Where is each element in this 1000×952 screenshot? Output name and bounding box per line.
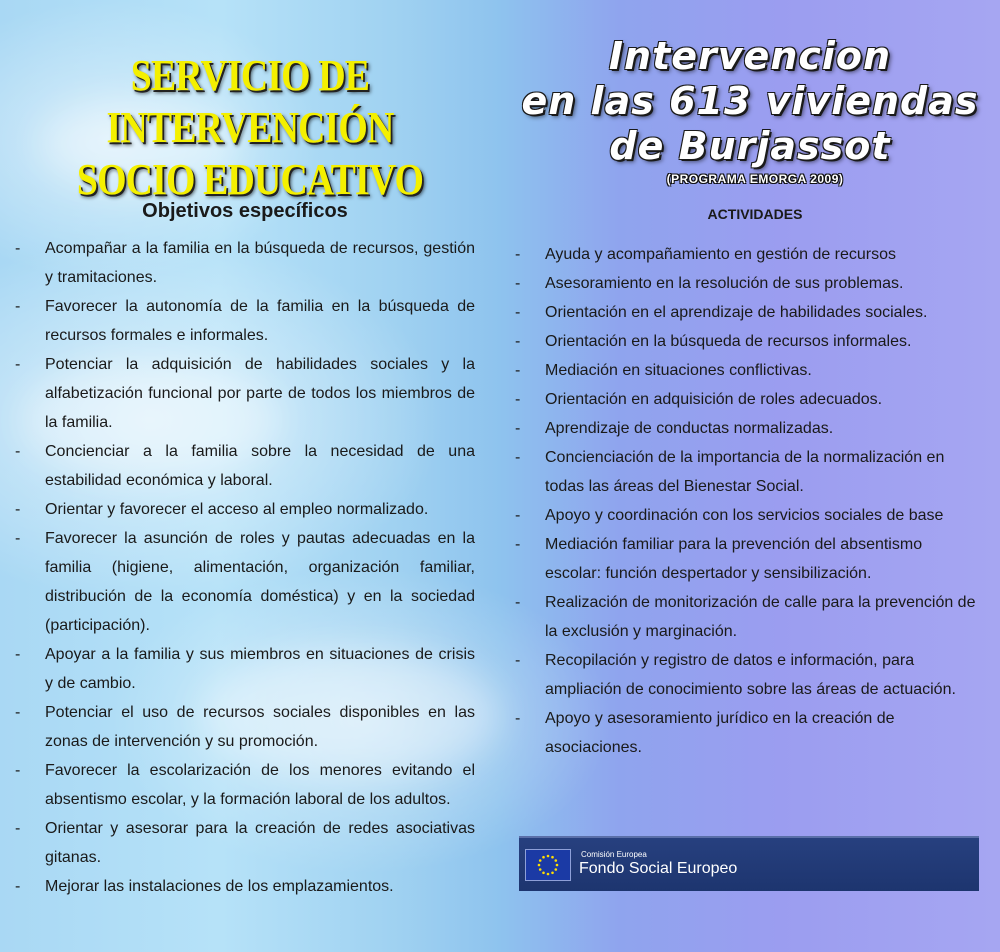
objective-item: - Orientar y asesorar para la creación de redes asociativas gitanas. (15, 820, 475, 866)
objective-item: - Favorecer la asunción de roles y pautas adecuadas en la familia (higiene, alimentación, organización familiar, distribución de la economía doméstica) y en la sociedad (participación). (15, 530, 475, 634)
program-title (515, 34, 985, 169)
activity-item: - Aprendizaje de conductas normalizadas. (515, 420, 834, 437)
service-title (35, 50, 465, 206)
objective-item: - Mejorar las instalaciones de los emplazamientos. (15, 878, 394, 895)
eu-fund-banner (519, 836, 979, 891)
activity-item: - Orientación en el aprendizaje de habilidades sociales. (515, 304, 928, 321)
program-title-line1: Intervencion (608, 34, 892, 78)
eu-flag-icon (525, 849, 571, 881)
activity-item: - Asesoramiento en la resolución de sus problemas. (515, 275, 904, 292)
objective-item: - Concienciar a la familia sobre la necesidad de una estabilidad económica y laboral. (15, 443, 475, 489)
program-title-line3: de Burjassot (609, 124, 891, 168)
objective-item: - Potenciar la adquisición de habilidades sociales y la alfabetización funcional por parte de todos los miembros de la familia. (15, 356, 475, 431)
activity-item: - Ayuda y acompañamiento en gestión de recursos (515, 246, 897, 263)
activity-item: - Realización de monitorización de calle para la prevención de la exclusión y marginación. (515, 594, 976, 640)
program-title-line2: en las 613 viviendas (521, 79, 979, 123)
program-subtitle: (PROGRAMA EMORGA 2009) (666, 172, 844, 186)
activity-item: - Recopilación y registro de datos e información, para ampliación de conocimiento sobre las áreas de actuación. (515, 652, 956, 698)
objective-item: - Orientar y favorecer el acceso al empleo normalizado. (15, 501, 429, 518)
activities-heading: ACTIVIDADES (707, 206, 803, 222)
service-title-line1: SERVICIO DE INTERVENCIÓN (106, 51, 394, 152)
objective-item: - Potenciar el uso de recursos sociales disponibles en las zonas de intervención y su promoción. (15, 704, 475, 750)
eu-fund-label: Fondo Social Europeo (579, 860, 738, 877)
objectives-heading: Objetivos específicos (142, 200, 348, 222)
activity-item: - Orientación en adquisición de roles adecuados. (515, 391, 883, 408)
activity-item: - Orientación en la búsqueda de recursos informales. (515, 333, 912, 350)
eu-commission-label: Comisión Europea (581, 850, 647, 859)
activities-list (515, 240, 980, 762)
objectives-list (15, 234, 475, 901)
objective-item: - Favorecer la autonomía de la familia en la búsqueda de recursos formales e informales. (15, 298, 475, 344)
activity-item: - Apoyo y asesoramiento jurídico en la creación de asociaciones. (515, 710, 895, 756)
objective-item: - Favorecer la escolarización de los menores evitando el absentismo escolar, y la formación laboral de los adultos. (15, 762, 475, 808)
service-title-line2: SOCIO EDUCATIVO (76, 155, 424, 204)
activity-item: - Mediación en situaciones conflictivas. (515, 362, 812, 379)
activity-item: - Concienciación de la importancia de la normalización en todas las áreas del Bienestar Social. (515, 449, 945, 495)
activity-item: - Apoyo y coordinación con los servicios sociales de base (515, 507, 944, 524)
objective-item: - Apoyar a la familia y sus miembros en situaciones de crisis y de cambio. (15, 646, 475, 692)
objective-item: - Acompañar a la familia en la búsqueda de recursos, gestión y tramitaciones. (15, 240, 475, 286)
activity-item: - Mediación familiar para la prevención del absentismo escolar: función despertador y sensibilización. (515, 536, 923, 582)
